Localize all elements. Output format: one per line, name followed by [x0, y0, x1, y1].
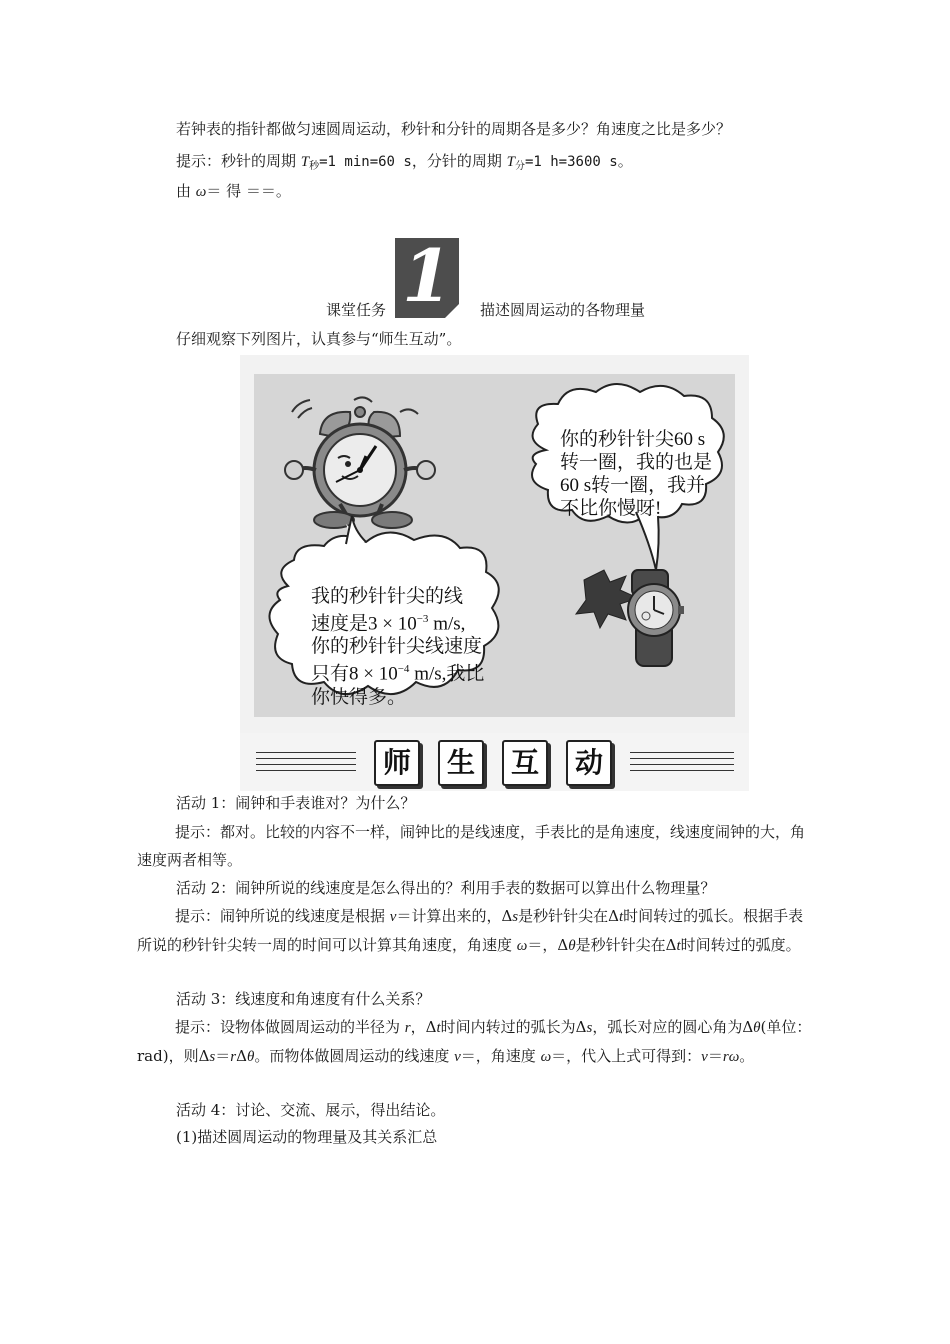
task-label: 课堂任务 [326, 301, 387, 319]
a3-r-symbol: r [230, 1049, 237, 1065]
clock-line-1: 我的秒针针尖的线 [311, 586, 464, 607]
a3-text: ＝ [215, 1047, 231, 1065]
a2-v-symbol: v [389, 909, 397, 925]
t-min-sub: 分 [514, 161, 525, 172]
a2-t-symbol: t [676, 938, 681, 954]
banner-rule [630, 770, 734, 771]
a2-t-symbol: t [618, 909, 624, 925]
task-title: 描述圆周运动的各物理量 [480, 301, 646, 319]
watch-bubble-text [560, 428, 712, 520]
a3-text: ，Δ [410, 1018, 437, 1036]
a2-text: 是秒针针尖在Δ [518, 907, 619, 925]
banner-char-student: 生 [438, 740, 484, 786]
hint-end: 。 [617, 152, 633, 170]
a3-omega-symbol: ω [540, 1049, 552, 1065]
t-min-value: =1 h=3600 s [524, 154, 618, 170]
a3-text: 时间内转过的弧长为Δ [440, 1018, 587, 1036]
watch-line-4: 不比你慢呀! [560, 498, 662, 519]
clock-line-2 [311, 608, 484, 635]
a2-text: 提示：闹钟所说的线速度是根据 [175, 907, 390, 925]
t-sec-symbol: T [300, 154, 310, 170]
formula-rest: ＝ 得 ＝＝。 [206, 182, 291, 200]
clock-line-2-exp: −3 [416, 613, 429, 625]
t-min-symbol: T [506, 154, 515, 170]
a2-text: 时间转过的弧度。 [680, 936, 801, 954]
clock-line-2-pre: 速度是3 × 10 [311, 613, 417, 635]
a3-v-symbol: v [454, 1049, 461, 1065]
activity-1-hint: 提示：都对。比较的内容不一样，闹钟比的是线速度，手表比的是角速度，线速度闹钟的大，角速度两者相等。 [137, 823, 806, 869]
t-sec-value: =1 min=60 s [319, 154, 412, 170]
clock-line-2-post: m/s, [428, 613, 466, 635]
alarm-clock-icon [285, 397, 435, 528]
badge-corner [445, 304, 459, 318]
clock-line-4-post: m/s,我比 [409, 663, 485, 685]
banner-rule [256, 752, 356, 753]
interaction-banner [240, 733, 749, 791]
watch-line-2: 转一圈，我的也是 [560, 452, 713, 473]
activity-4-question: 活动 4：讨论、交流、展示，得出结论。 [176, 1101, 446, 1119]
activity-2-hint [137, 902, 813, 960]
a2-s-symbol: s [512, 909, 519, 925]
omega-symbol: ω [195, 184, 207, 200]
formula-prefix: 由 [176, 182, 196, 200]
banner-rule [256, 770, 356, 771]
clock-line-4 [311, 658, 484, 685]
a3-text: ＝ [707, 1047, 723, 1065]
clock-line-3: 你的秒针针尖线速度 [311, 636, 483, 658]
a3-text: Δ [236, 1047, 247, 1065]
a2-text: ＝计算出来的，Δ [396, 907, 513, 925]
activity-4-subheading: (1)描述圆周运动的物理量及其关系汇总 [176, 1128, 438, 1146]
banner-char-action: 动 [566, 740, 612, 786]
a3-rw-symbol: rω [722, 1049, 740, 1065]
a3-text: ＝，角速度 [460, 1047, 541, 1065]
banner-rule [256, 758, 356, 759]
banner-rule [256, 764, 356, 765]
intro-hint [176, 150, 633, 178]
banner-rule [630, 758, 734, 759]
a3-text: 。而物体做圆周运动的线速度 [254, 1047, 455, 1065]
watch-line-3: 60 s转一圈，我并 [560, 475, 706, 496]
observe-text: 仔细观察下列图片，认真参与“师生互动”。 [176, 330, 462, 348]
task-number: 1 [401, 233, 453, 318]
wristwatch-icon [576, 570, 684, 666]
hint-prefix: 提示：秒针的周期 [176, 152, 301, 170]
a3-r-symbol: r [404, 1020, 411, 1036]
a3-text: ＝，代入上式可得到： [551, 1047, 702, 1065]
a3-text: ，弧长对应的圆心角为Δ [592, 1018, 754, 1036]
task-number-badge [395, 233, 459, 318]
a3-text: 。 [739, 1047, 755, 1065]
a3-text: 提示：设物体做圆周运动的半径为 [175, 1018, 405, 1036]
a3-s-symbol: s [586, 1020, 593, 1036]
clock-line-5: 你快得多。 [311, 686, 407, 708]
hint-middle: ，分针的周期 [411, 152, 507, 170]
banner-char-mutual: 互 [502, 740, 548, 786]
clock-line-4-exp: −4 [397, 663, 410, 676]
a2-text: 时间转过的弧长。根据手表所说的秒针针尖转一周的时间可以计算其角速度，角速度 [137, 907, 804, 954]
clock-bubble-text [311, 585, 484, 709]
a3-text: (单位：rad)，则Δ [137, 1018, 812, 1065]
watch-line-1: 你的秒针针尖60 s [560, 429, 706, 450]
a3-v-symbol: v [701, 1049, 708, 1065]
banner-rule [630, 752, 734, 753]
a3-theta-symbol: θ [753, 1020, 761, 1036]
activity-3-hint [137, 1013, 813, 1071]
activity-3-question: 活动 3：线速度和角速度有什么关系？ [176, 990, 431, 1008]
intro-formula [176, 180, 291, 203]
clock-line-4-pre: 只有8 × 10 [311, 663, 398, 685]
a3-t-symbol: t [436, 1020, 441, 1036]
a3-theta-symbol: θ [246, 1049, 255, 1065]
a3-s-symbol: s [209, 1049, 216, 1065]
a2-omega-symbol: ω [516, 938, 528, 954]
a2-theta-symbol: θ [568, 938, 576, 954]
banner-char-teacher: 师 [374, 740, 420, 786]
activity-1-question: 活动 1：闹钟和手表谁对？为什么？ [176, 794, 416, 812]
a2-text: ＝，Δ [527, 936, 569, 954]
intro-question: 若钟表的指针都做匀速圆周运动，秒针和分针的周期各是多少？角速度之比是多少？ [176, 120, 732, 138]
a2-text: 是秒针针尖在Δ [575, 936, 677, 954]
t-sec-sub: 秒 [309, 161, 320, 172]
activity-2-question: 活动 2：闹钟所说的线速度是怎么得出的？利用手表的数据可以算出什么物理量？ [176, 879, 716, 897]
banner-rule [630, 764, 734, 765]
